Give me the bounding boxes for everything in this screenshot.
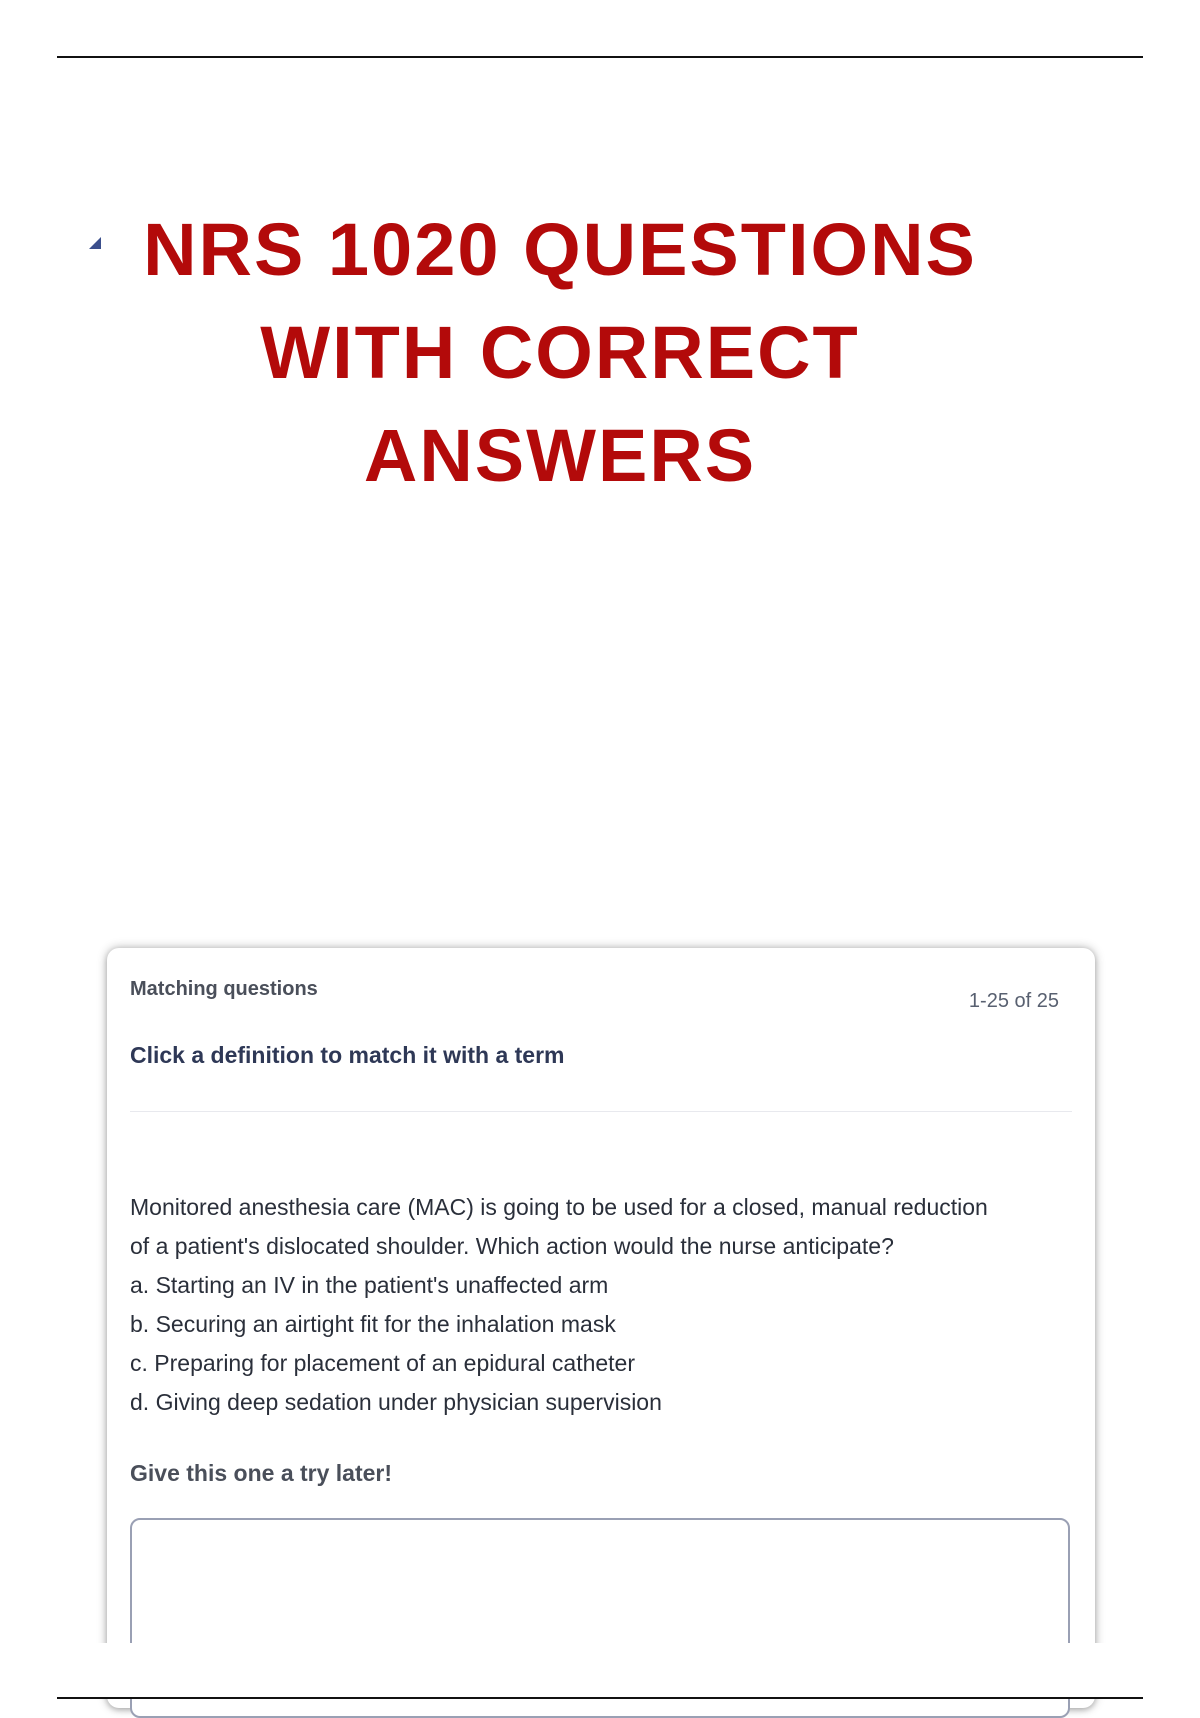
option-a: a. Starting an IV in the patient's unaffected arm bbox=[130, 1272, 609, 1298]
try-later-hint: Give this one a try later! bbox=[130, 1460, 393, 1486]
bottom-rule bbox=[57, 1697, 1143, 1699]
document-title bbox=[80, 198, 1040, 507]
question-line: Monitored anesthesia care (MAC) is going to be used for a closed, manual reduction bbox=[130, 1194, 988, 1220]
option-d: d. Giving deep sedation under physician supervision bbox=[130, 1389, 662, 1415]
option-b: b. Securing an airtight fit for the inhalation mask bbox=[130, 1311, 616, 1337]
instruction-text: Click a definition to match it with a term bbox=[130, 1042, 565, 1068]
title-line-2: WITH CORRECT bbox=[260, 311, 860, 394]
question-line: of a patient's dislocated shoulder. Which action would the nurse anticipate? bbox=[130, 1233, 894, 1259]
divider bbox=[130, 1111, 1072, 1112]
matching-questions-card bbox=[107, 948, 1095, 1708]
question-text[interactable] bbox=[130, 1188, 1080, 1422]
title-line-3: ANSWERS bbox=[363, 414, 757, 497]
section-label: Matching questions bbox=[130, 978, 318, 1000]
option-c: c. Preparing for placement of an epidural catheter bbox=[130, 1350, 636, 1376]
page-bottom-margin bbox=[0, 1643, 1200, 1697]
title-line-1: NRS 1020 QUESTIONS bbox=[143, 208, 977, 291]
top-rule bbox=[57, 56, 1143, 58]
question-counter: 1-25 of 25 bbox=[968, 990, 1059, 1012]
